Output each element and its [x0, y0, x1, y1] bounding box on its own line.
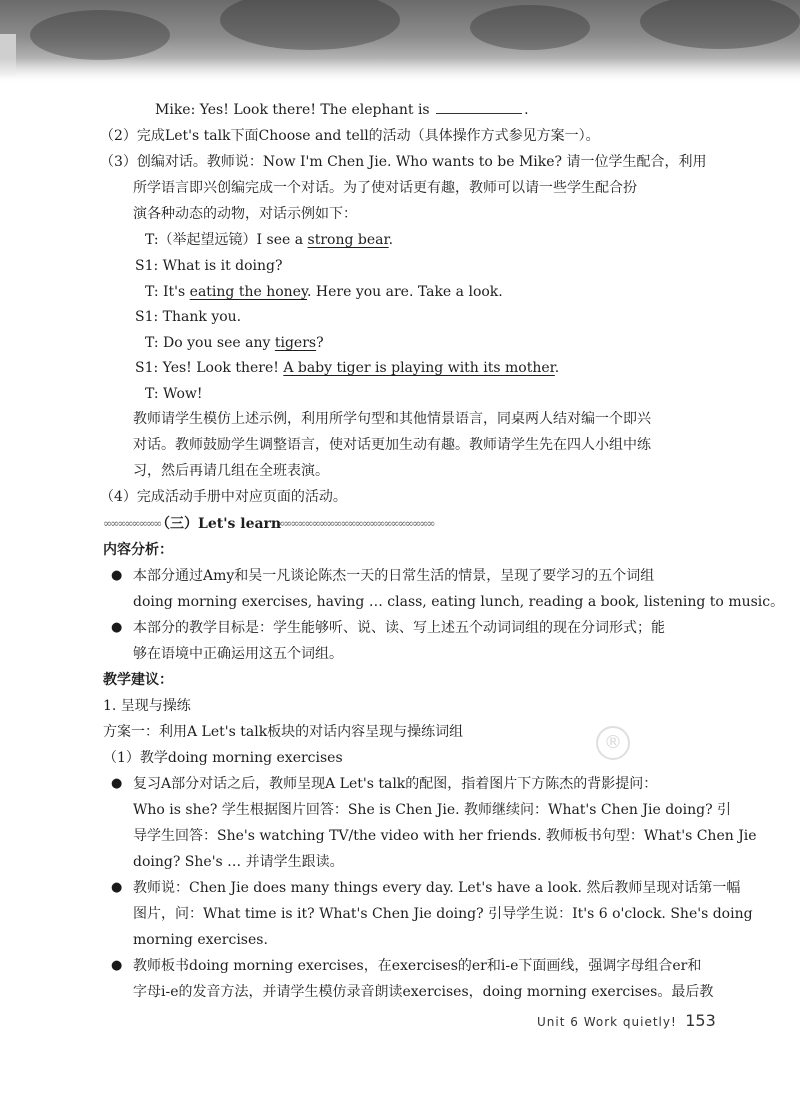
text-line	[133, 409, 651, 429]
text-run: 本部分通过Amy和吴一凡谈论陈杰一天的日常生活的情景，呈现了要学习的五个词组	[133, 568, 655, 584]
text-run: 图片，问：What time is it? What's Chen Jie doing? 引导学生说：It's 6 o'clock. She's doing	[133, 906, 753, 922]
text-line	[145, 230, 393, 250]
text-line	[145, 384, 202, 404]
text-line	[135, 307, 241, 327]
banner-decoration	[640, 0, 800, 49]
text-run: 字母i-e的发音方法，并请学生模仿录音朗读exercises，doing morning exercises。最后教	[133, 984, 714, 1000]
text-run: （1）教学doing morning exercises	[103, 750, 343, 766]
banner-decoration	[220, 0, 400, 50]
text-line	[133, 644, 343, 664]
text-run: 教师请学生模仿上述示例，利用所学句型和其他情景语言，同桌两人结对编一个即兴	[133, 411, 651, 427]
heading-text: （三）Let's learn	[156, 516, 282, 532]
text-run: （4）完成活动手册中对应页面的活动。	[100, 489, 347, 505]
footer-unit-title: Unit 6 Work quietly!	[537, 1015, 677, 1029]
text-line	[103, 696, 191, 716]
banner-decoration	[470, 5, 590, 50]
text-run: S1: Thank you.	[135, 309, 242, 325]
bullet-icon: ●	[111, 880, 123, 895]
heading-text: 内容分析：	[103, 542, 173, 558]
text-line	[133, 982, 713, 1002]
text-run: 所学语言即兴创编完成一个对话。为了使对话更有趣，教师可以请一些学生配合扮	[133, 180, 637, 196]
underlined-phrase: eating the honey	[189, 284, 307, 300]
text-line	[103, 748, 343, 768]
text-line	[133, 930, 268, 950]
text-run: （2）完成Let's talk下面Choose and tell的活动（具体操作方式参见方案一）。	[100, 128, 600, 144]
text-run: Mike: Yes! Look there! The elephant is	[155, 102, 435, 118]
text-run: T: Wow!	[145, 386, 203, 402]
text-line	[145, 282, 503, 302]
text-line	[133, 826, 757, 846]
text-line	[133, 800, 731, 820]
text-run: 演各种动态的动物，对话示例如下：	[133, 206, 357, 222]
underlined-phrase: tigers	[274, 335, 317, 351]
registered-mark-icon: ®	[596, 726, 630, 760]
section-divider-right: ∞∞∞∞∞∞∞∞∞∞∞∞∞∞∞∞∞∞∞∞∞∞	[276, 517, 434, 530]
text-line	[103, 722, 463, 742]
text-run: . Here you are. Take a look.	[307, 284, 503, 300]
text-line	[133, 852, 344, 872]
text-run: T: Do you see any	[145, 335, 275, 351]
text-line	[133, 566, 654, 586]
text-run: T: It's	[145, 284, 190, 300]
text-run: doing morning exercises, having … class, eating lunch, reading a book, listening to music。	[133, 594, 785, 610]
text-line	[135, 358, 559, 378]
text-run: morning exercises.	[133, 932, 268, 948]
text-run: 习，然后再请几组在全班表演。	[133, 463, 329, 479]
text-line	[103, 670, 173, 690]
text-run: （3）创编对话。教师说：Now I'm Chen Jie. Who wants to be Mike? 请一位学生配合，利用	[100, 154, 707, 170]
header-banner	[0, 0, 800, 82]
text-line	[133, 204, 357, 224]
text-line	[133, 774, 657, 794]
text-line	[156, 514, 281, 534]
bullet-icon: ●	[111, 776, 123, 791]
text-run: S1: What is it doing?	[135, 258, 283, 274]
underlined-phrase: strong bear	[307, 232, 389, 248]
text-run: 1. 呈现与操练	[103, 698, 191, 714]
text-run: .	[554, 360, 560, 376]
text-line	[155, 100, 529, 120]
bullet-icon: ●	[111, 620, 123, 635]
text-run: doing? She's … 并请学生跟读。	[133, 854, 344, 870]
text-line	[100, 126, 600, 146]
text-line	[133, 435, 651, 455]
bullet-icon: ●	[111, 958, 123, 973]
text-run: 方案一：利用A Let's talk板块的对话内容呈现与操练词组	[103, 724, 464, 740]
heading-text: 教学建议：	[103, 672, 173, 688]
fill-in-blank	[436, 101, 522, 114]
text-run: .	[524, 102, 529, 118]
underlined-phrase: A baby tiger is playing with its mother	[283, 360, 555, 376]
text-line	[135, 256, 283, 276]
text-run: S1: Yes! Look there!	[135, 360, 284, 376]
banner-decoration	[30, 10, 170, 60]
text-line	[100, 152, 707, 172]
text-line	[133, 904, 753, 924]
section-divider-left: ∞∞∞∞∞∞∞∞	[103, 517, 161, 530]
text-run: 导学生回答：She's watching TV/the video with her friends. 教师板书句型：What's Chen Jie	[133, 828, 757, 844]
text-line	[133, 178, 637, 198]
text-line	[145, 333, 324, 353]
bullet-icon: ●	[111, 568, 123, 583]
text-run: Who is she? 学生根据图片回答：She is Chen Jie. 教师继续问：What's Chen Jie doing? 引	[133, 802, 732, 818]
text-run: 教师说：Chen Jie does many things every day. Let's have a look. 然后教师呈现对话第一幅	[133, 880, 741, 896]
text-line	[103, 540, 173, 560]
text-line	[133, 956, 701, 976]
text-run: 复习A部分对话之后，教师呈现A Let's talk的配图，指着图片下方陈杰的背影提问：	[133, 776, 658, 792]
text-line	[133, 592, 784, 612]
text-run: 够在语境中正确运用这五个词组。	[133, 646, 343, 662]
text-run: T:（举起望远镜）I see a	[145, 232, 308, 248]
page-number: 153	[685, 1011, 716, 1030]
text-run: 本部分的教学目标是：学生能够听、说、读、写上述五个动词词组的现在分词形式；能	[133, 620, 665, 636]
text-line	[100, 487, 347, 507]
footer	[537, 1011, 716, 1032]
text-run: 教师板书doing morning exercises，在exercises的er和i-e下面画线，强调字母组合er和	[133, 958, 702, 974]
text-run: 对话。教师鼓励学生调整语言，使对话更加生动有趣。教师请学生先在四人小组中练	[133, 437, 651, 453]
text-line	[133, 878, 740, 898]
text-run: .	[388, 232, 394, 248]
text-line	[133, 461, 329, 481]
text-run: ?	[316, 335, 324, 351]
text-line	[133, 618, 665, 638]
